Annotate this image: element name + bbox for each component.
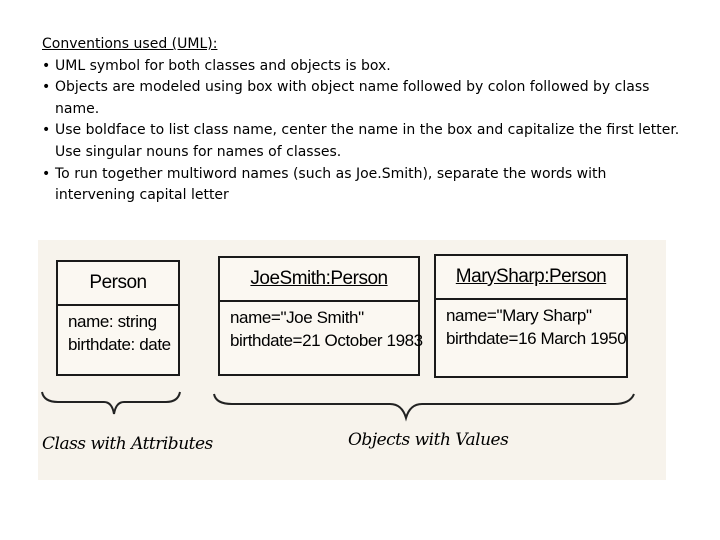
bullet-icon: •: [42, 57, 51, 74]
attribute-line: birthdate: date: [68, 335, 171, 354]
attribute-line: name: string: [68, 312, 157, 331]
object-box-joesmith: [218, 256, 423, 376]
object-box-marysharp: [434, 254, 628, 378]
object-values: [436, 300, 626, 354]
object-name-text: MarySharp:Person: [455, 266, 607, 287]
bullet-item: [42, 77, 682, 120]
class-box: [56, 260, 180, 376]
object-name-text: JoeSmith:Person: [250, 268, 388, 289]
bullet-icon: •: [42, 165, 51, 182]
bullet-item: [42, 56, 682, 78]
bullet-text: To run together multiword names (such as Joe.Smith), separate the words with intervening capital letter: [55, 165, 607, 204]
bullet-icon: •: [42, 79, 51, 96]
bullet-text: UML symbol for both classes and objects is box.: [55, 57, 391, 74]
value-line: birthdate=21 October 1983: [230, 331, 423, 350]
uml-figure: [38, 240, 666, 480]
caption-class: Class with Attributes: [42, 434, 213, 454]
value-line: name="Mary Sharp": [446, 306, 592, 325]
class-attributes: [58, 306, 178, 360]
brace-left-icon: [38, 388, 188, 428]
value-line: name="Joe Smith": [230, 308, 364, 327]
bullet-text: Use boldface to list class name, center the name in the box and capitalize the first letter. Use singular nouns for names of classes.: [55, 122, 680, 160]
bullet-text: Objects are modeled using box with object name followed by colon followed by class name.: [55, 79, 650, 117]
bullet-item: [42, 164, 682, 207]
class-name-text: Person: [89, 272, 147, 293]
caption-objects: Objects with Values: [348, 430, 509, 450]
bullet-icon: •: [42, 122, 51, 139]
bullet-item: [42, 120, 682, 163]
object-values: [220, 302, 423, 356]
object-name: [220, 258, 418, 302]
value-line: birthdate=16 March 1950: [446, 329, 627, 348]
slide-heading: Conventions used (UML):: [42, 36, 218, 52]
brace-right-icon: [210, 390, 640, 430]
object-name: [436, 256, 626, 300]
class-name: [58, 262, 178, 306]
slide-text: [42, 34, 682, 207]
